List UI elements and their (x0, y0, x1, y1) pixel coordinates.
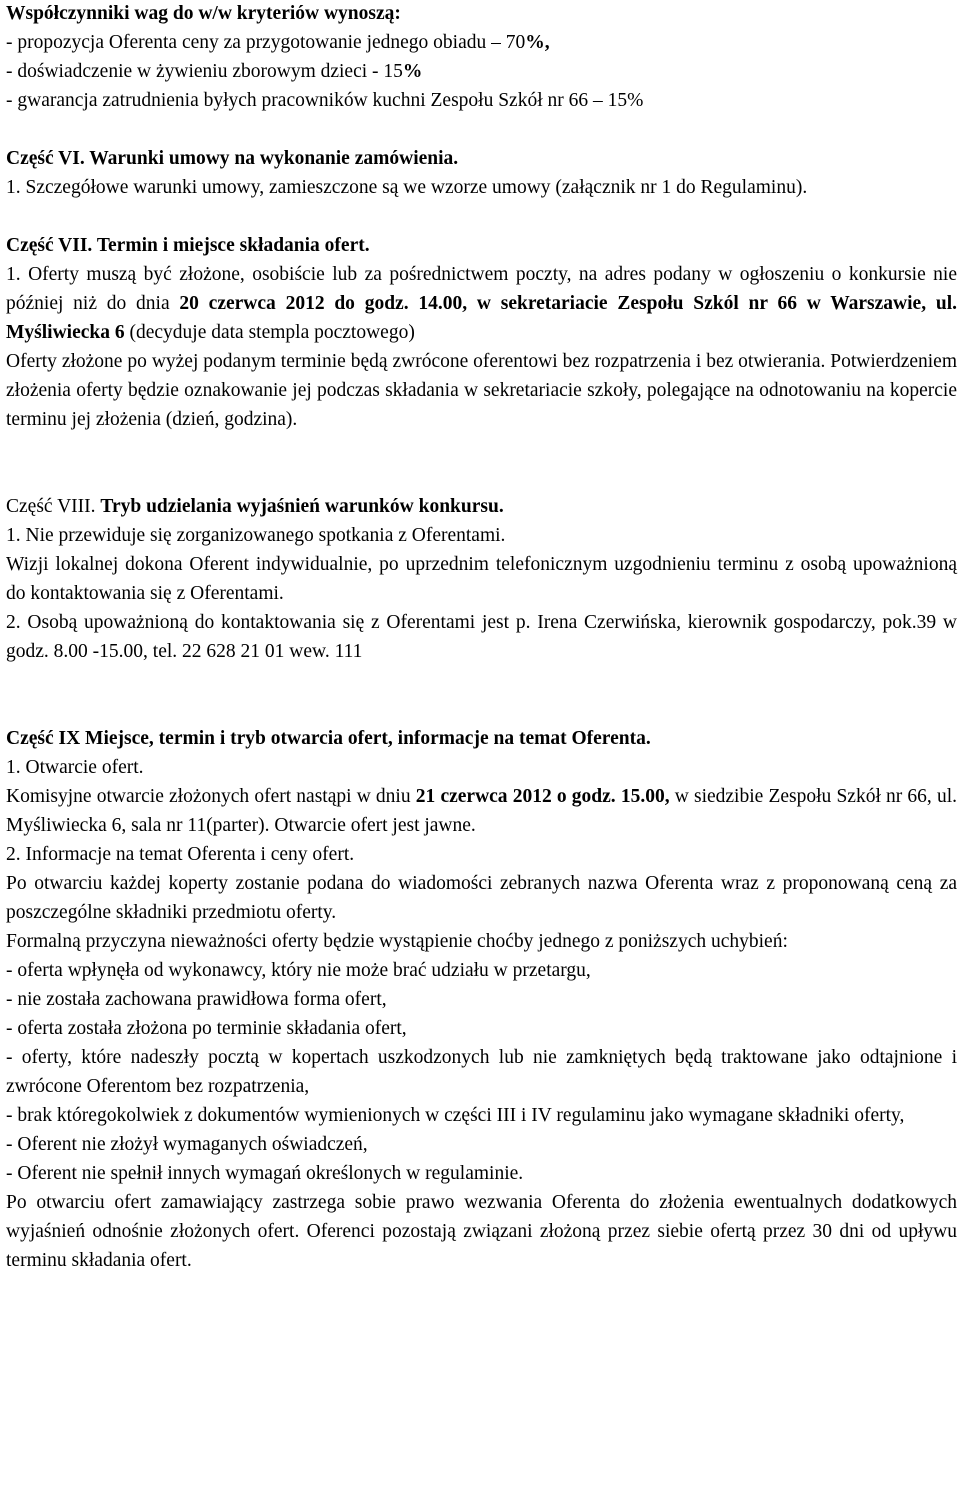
spacer (6, 666, 957, 724)
section9-paragraph-3: 2. Informacje na temat Oferenta i ceny ofert. (6, 844, 355, 865)
weights-heading (6, 0, 957, 28)
spacer (6, 115, 957, 144)
section8-paragraph-3: 2. Osobą upoważnioną do kontaktowania się z Oferentami jest p. Irena Czerwińska, kierownik gospodarczy, pok.39 w godz. 8.00 -15.00, tel. 22 628 21 01 wew. 111 (6, 612, 957, 662)
weights-item-experience: - doświadczenie w żywieniu zborowym dzieci - 15% (6, 61, 423, 82)
section9-paragraph-1: 1. Otwarcie ofert. (6, 757, 144, 778)
section9-paragraph-4: Po otwarciu każdej koperty zostanie podana do wiadomości zebranych nazwa Oferenta wraz z proponowaną ceną za poszczególne składniki przedmiotu oferty. (6, 873, 957, 923)
weights-heading-text: Współczynniki wag do w/w kryteriów wynoszą: (6, 3, 401, 24)
list-item: - oferty, które nadeszły pocztą w kopertach uszkodzonych lub nie zamkniętych będą traktowane jako odtajnione i zwrócone Oferentom bez rozpatrzenia, (6, 1047, 957, 1097)
document-body (6, 0, 957, 1275)
section8-paragraph-2: Wizji lokalnej dokona Oferent indywidualnie, po uprzednim telefonicznym uzgodnieniu terminu z osobą upoważnioną do kontaktowania się z Oferentami. (6, 554, 957, 604)
spacer (6, 202, 957, 231)
weights-item-price: - propozycja Oferenta ceny za przygotowanie jednego obiadu – 70%, (6, 32, 550, 53)
section6-heading: Część VI. Warunki umowy na wykonanie zamówienia. (6, 148, 459, 169)
list-item: - oferta została złożona po terminie składania ofert, (6, 1018, 407, 1039)
list-item: - Oferent nie złożył wymaganych oświadczeń, (6, 1134, 368, 1155)
list-item: - oferta wpłynęła od wykonawcy, który nie może brać udziału w przetargu, (6, 960, 591, 981)
section7-paragraph-1: 1. Oferty muszą być złożone, osobiście lub za pośrednictwem poczty, na adres podany w ogłoszeniu o konkursie nie później niż do dnia 20 czerwca 2012 do godz. 14.00, w sekretariacie Zespołu Szkól nr 66 w Warszawie, ul. Myśliwiecka 6 (decyduje data stempla pocztowego) (6, 264, 957, 343)
section8-paragraph-1: 1. Nie przewiduje się zorganizowanego spotkania z Oferentami. (6, 525, 506, 546)
list-item: - Oferent nie spełnił innych wymagań określonych w regulaminie. (6, 1163, 524, 1184)
section9-paragraph-5: Formalną przyczyna nieważności oferty będzie wystąpienie choćby jednego z poniższych uchybień: (6, 931, 788, 952)
section9-heading: Część IX Miejsce, termin i tryb otwarcia ofert, informacje na temat Oferenta. (6, 728, 651, 749)
section9-paragraph-6: Po otwarciu ofert zamawiający zastrzega sobie prawo wezwania Oferenta do złożenia ewentualnych dodatkowych wyjaśnień odnośnie złożonych ofert. Oferenci pozostają związani złożoną przez siebie ofertą przez 30 dni od upływu terminu składania ofert. (6, 1192, 957, 1271)
spacer (6, 434, 957, 492)
section8-heading: Część VIII. Tryb udzielania wyjaśnień warunków konkursu. (6, 496, 504, 517)
section7-heading: Część VII. Termin i miejsce składania ofert. (6, 235, 370, 256)
section6-paragraph-1: 1. Szczegółowe warunki umowy, zamieszczone są we wzorze umowy (załącznik nr 1 do Regulaminu). (6, 177, 808, 198)
section7-paragraph-2: Oferty złożone po wyżej podanym terminie będą zwrócone oferentowi bez rozpatrzenia i bez otwierania. Potwierdzeniem złożenia oferty będzie oznakowanie jej podczas składania w sekretariacie szkoły, polegające na odnotowaniu na kopercie terminu jej złożenia (dzień, godzina). (6, 351, 957, 430)
list-item: - nie została zachowana prawidłowa forma ofert, (6, 989, 387, 1010)
section9-paragraph-2: Komisyjne otwarcie złożonych ofert nastąpi w dniu 21 czerwca 2012 o godz. 15.00, w siedzibie Zespołu Szkół nr 66, ul. Myśliwiecka 6, sala nr 11(parter). Otwarcie ofert jest jawne. (6, 786, 958, 836)
weights-item-employment: - gwarancja zatrudnienia byłych pracowników kuchni Zespołu Szkół nr 66 – 15% (6, 90, 644, 111)
list-item: - brak któregokolwiek z dokumentów wymienionych w części III i IV regulaminu jako wymagane składniki oferty, (6, 1105, 905, 1126)
